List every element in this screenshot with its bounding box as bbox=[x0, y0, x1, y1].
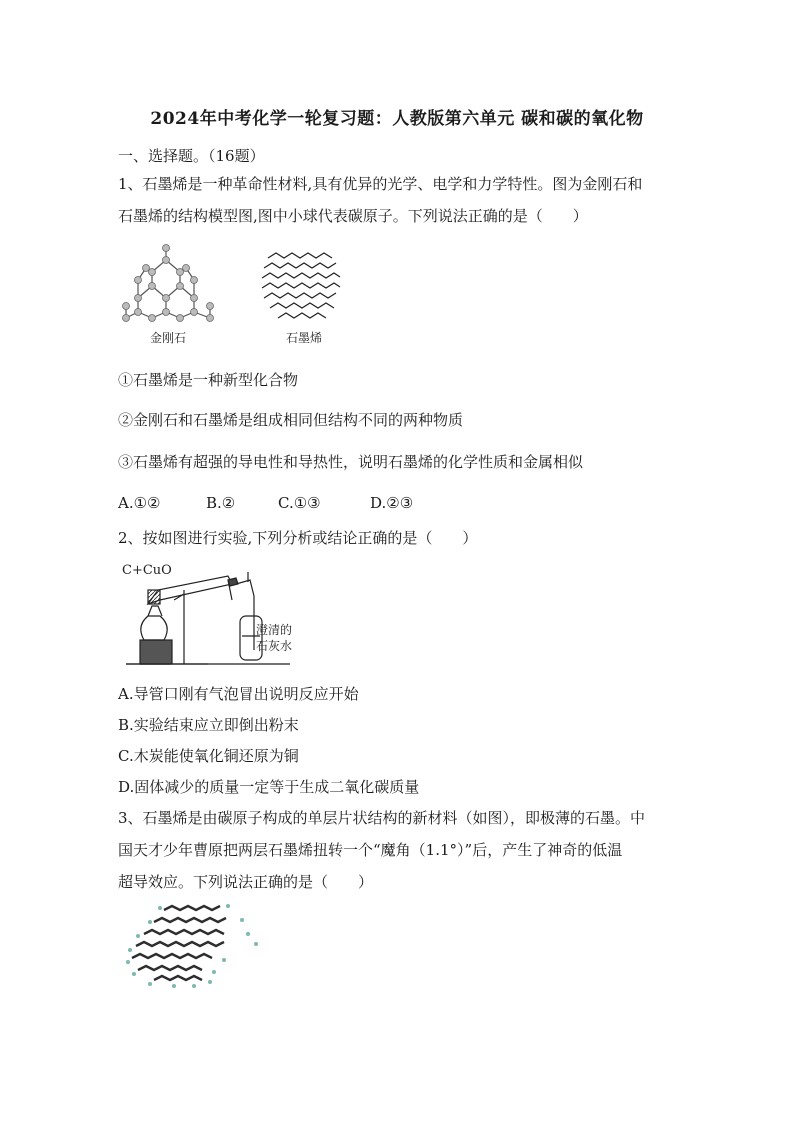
graphene-label: 石墨烯 bbox=[286, 331, 323, 345]
q2-option-d[interactable]: D.固体减少的质量一定等于生成二氧化碳质量 bbox=[118, 778, 420, 796]
q2-stem: 2、按如图进行实验,下列分析或结论正确的是（ ） bbox=[118, 529, 478, 547]
carbon-reduction-apparatus-figure bbox=[118, 560, 298, 672]
diamond-atoms bbox=[123, 245, 214, 322]
q2-option-c[interactable]: C.木炭能使氧化铜还原为铜 bbox=[118, 747, 299, 765]
q3-stem-line1: 3、石墨烯是由碳原子构成的单层片状结构的新材料（如图），即极薄的石墨。中 bbox=[118, 809, 646, 827]
q2-option-a[interactable]: A.导管口刚有气泡冒出说明反应开始 bbox=[118, 685, 359, 703]
hydrogen-atoms bbox=[126, 904, 258, 988]
diamond-label: 金刚石 bbox=[150, 331, 187, 345]
q2-option-b[interactable]: B.实验结束应立即倒出粉末 bbox=[118, 716, 299, 734]
q1-option-c[interactable]: C.①③ bbox=[278, 494, 321, 512]
page-title: 2024年中考化学一轮复习题：人教版第六单元 碳和碳的氧化物 bbox=[150, 109, 644, 129]
section-heading: 一、选择题。（16题） bbox=[118, 147, 265, 165]
limewater-label-line1: 澄清的 bbox=[256, 623, 293, 637]
graphene-sheet-figure bbox=[124, 900, 264, 992]
q1-statement-3: ③石墨烯有超强的导电性和导热性，说明石墨烯的化学性质和金属相似 bbox=[118, 453, 584, 471]
graphene-sheet-drawing bbox=[132, 906, 226, 980]
q1-option-b[interactable]: B.② bbox=[206, 494, 236, 512]
q1-statement-2: ②金刚石和石墨烯是组成相同但结构不同的两种物质 bbox=[118, 411, 464, 429]
q3-stem-line3: 超导效应。下列说法正确的是（ ） bbox=[118, 873, 374, 891]
q1-statement-1: ①石墨烯是一种新型化合物 bbox=[118, 371, 299, 389]
q1-option-a[interactable]: A.①② bbox=[118, 494, 161, 512]
graphene-structure-drawing bbox=[262, 253, 340, 318]
q1-stem-line2: 石墨烯的结构模型图,图中小球代表碳原子。下列说法正确的是（ ） bbox=[118, 207, 588, 225]
q1-stem-line1: 1、石墨烯是一种革命性材料,具有优异的光学、电学和力学特性。图为金刚石和 bbox=[118, 175, 643, 193]
limewater-label-line2: 石灰水 bbox=[256, 639, 293, 653]
q1-option-d[interactable]: D.②③ bbox=[370, 494, 414, 512]
diamond-graphene-figure bbox=[118, 240, 358, 348]
q3-stem-line2: 国天才少年曹原把两层石墨烯扭转一个“魔角（1.1°）”后，产生了神奇的低温 bbox=[118, 841, 623, 859]
reactant-label: C+CuO bbox=[122, 563, 172, 578]
